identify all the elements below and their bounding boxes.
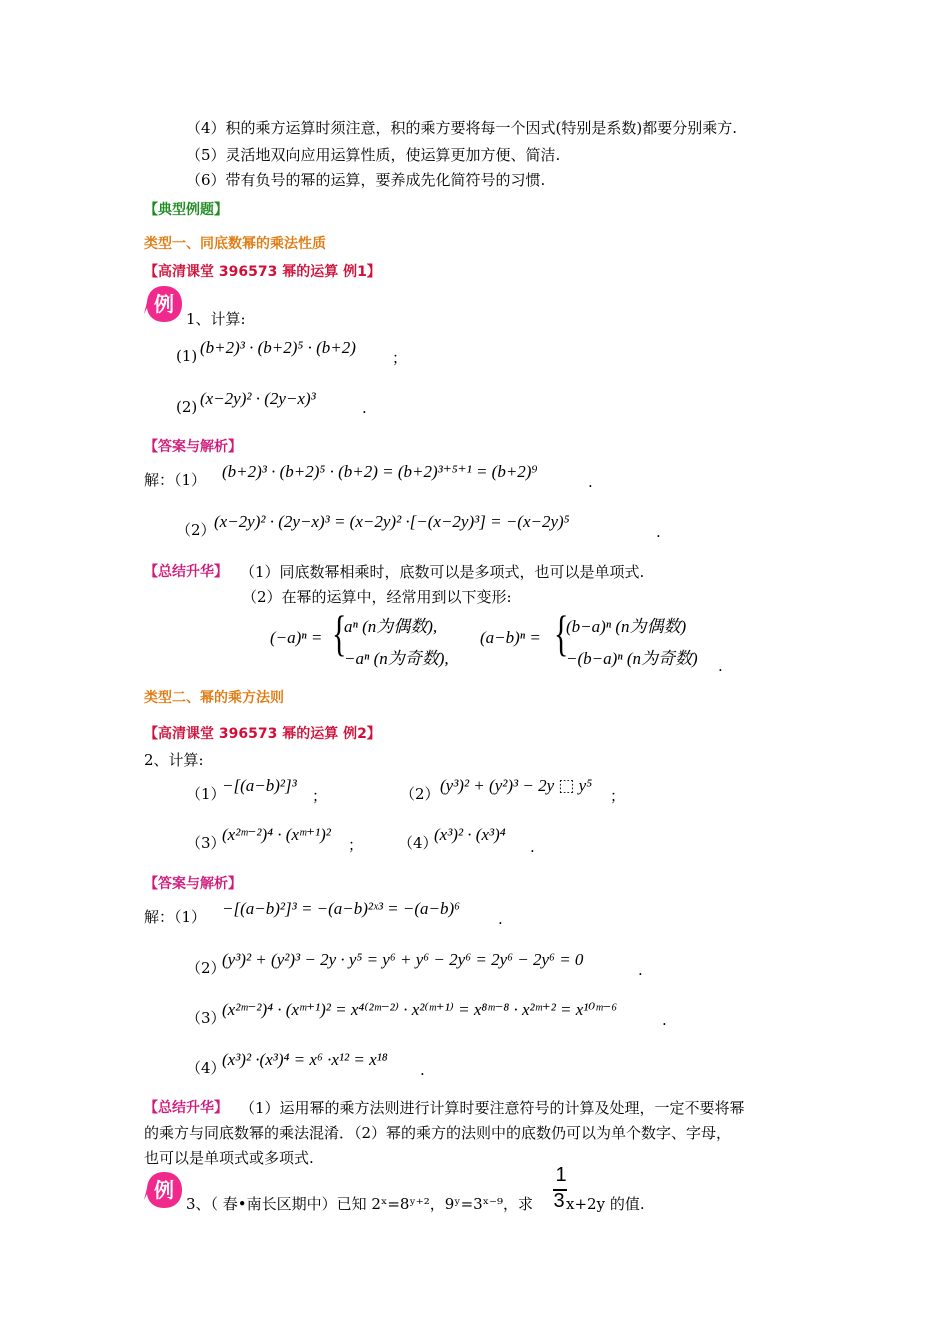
a1-prefix: 解：（1）	[144, 471, 207, 489]
a2-label4: （4）	[186, 1059, 226, 1077]
q1-part1-label: (1)	[176, 347, 198, 365]
summary2-line1: （1）运用幂的乘方法则进行计算时要注意符号的计算及处理，一定不要将幂	[240, 1099, 745, 1117]
q2-item3-label: （3）	[186, 834, 226, 852]
q1-part1-end: ；	[392, 349, 408, 367]
summary-heading-1: 【总结升华】	[144, 564, 228, 580]
q2-item2-end: ；	[610, 787, 626, 805]
a2-line2-end: .	[638, 961, 643, 979]
a1-label2: （2）	[176, 521, 216, 539]
example-badge-icon	[144, 284, 184, 324]
a2-line4: (x³)² ·(x³)⁴ = x⁶ ·x¹² = x¹⁸	[222, 1050, 388, 1069]
a2-line3: (x²ᵐ⁻²)⁴ · (xᵐ⁺¹)² = x⁴⁽²ᵐ⁻²⁾ · x²⁽ᵐ⁺¹⁾ = x⁸ᵐ⁻⁸ · x²ᵐ⁺² = x¹⁰ᵐ⁻⁶	[222, 1000, 618, 1019]
formula-b-lhs: (a−b)ⁿ =	[480, 628, 541, 647]
summary1-text2: （2）在幂的运算中，经常用到以下变形:	[242, 588, 512, 606]
q2-item3-end: ；	[348, 836, 364, 854]
q2-item2-expression: (y³)² + (y²)³ − 2y ⬚ y⁵	[440, 776, 593, 795]
formula-b-brace-icon: {	[554, 605, 569, 661]
q2-item4-label: （4）	[398, 834, 438, 852]
q1-part2-label: (2)	[176, 398, 198, 416]
a2-prefix: 解：（1）	[144, 908, 207, 926]
type1-heading: 类型一、同底数幂的乘法性质	[144, 236, 326, 252]
formula-a-case1: aⁿ (n为偶数),	[344, 617, 438, 636]
a2-line2: (y³)² + (y²)³ − 2y · y⁵ = y⁶ + y⁶ − 2y⁶ = 2y⁶ − 2y⁶ = 0	[222, 950, 584, 969]
q1-part2-end: .	[362, 399, 367, 417]
a2-label2: （2）	[186, 959, 226, 977]
note-5: （5）灵活地双向应用运算性质，使运算更加方便、简洁.	[186, 146, 561, 164]
a2-line1: −[(a−b)²]³ = −(a−b)²ˣ³ = −(a−b)⁶	[222, 899, 461, 918]
svg-text:例: 例	[154, 1178, 174, 1202]
q2-label: 2、计算:	[144, 751, 204, 769]
formula-end: .	[718, 657, 723, 675]
summary2-line2: 的乘方与同底数幂的乘法混淆．（2）幂的乘方的法则中的底数仍可以为单个数字、字母，	[144, 1124, 732, 1142]
example-badge-icon	[144, 1170, 184, 1210]
q2-item4-end: .	[530, 838, 535, 856]
q2-item1-expression: −[(a−b)²]³	[222, 776, 297, 795]
q2-item4-expression: (x³)² · (x³)⁴	[434, 825, 506, 844]
summary-heading-2: 【总结升华】	[144, 1100, 228, 1116]
a2-line1-end: .	[498, 910, 503, 928]
class1-reference: 【高清课堂 396573 幂的运算 例1】	[144, 264, 381, 280]
formula-b-case1: (b−a)ⁿ (n为偶数)	[566, 617, 687, 636]
summary1-text1: （1）同底数幂相乘时，底数可以是多项式，也可以是单项式.	[240, 563, 645, 581]
type2-heading: 类型二、幂的乘方法则	[144, 690, 284, 706]
formula-b-case2: −(b−a)ⁿ (n为奇数)	[566, 649, 698, 668]
answer-heading-1: 【答案与解析】	[144, 439, 242, 455]
typical-examples-heading: 【典型例题】	[144, 202, 228, 218]
q1-part2-expression: (x−2y)² · (2y−x)³	[200, 389, 316, 408]
formula-a-lhs: (−a)ⁿ =	[270, 628, 323, 647]
note-4: （4）积的乘方运算时须注意，积的乘方要将每一个因式(特别是系数)都要分别乘方.	[186, 119, 738, 137]
note-6: （6）带有负号的幂的运算，要养成先化简符号的习惯.	[186, 171, 546, 189]
a1-line2: (x−2y)² · (2y−x)³ = (x−2y)² ·[−(x−2y)³] = −(x−2y)⁵	[214, 512, 570, 531]
a2-line4-end: .	[420, 1061, 425, 1079]
q3-tail: x+2y 的值.	[566, 1195, 645, 1213]
summary2-line3: 也可以是单项式或多项式.	[144, 1149, 314, 1167]
q3-text: 3、（ 春•南长区期中）已知 2ˣ=8ʸ⁺²，9ʸ=3ˣ⁻⁹，求	[186, 1195, 534, 1213]
q2-item3-expression: (x²ᵐ⁻²)⁴ · (xᵐ⁺¹)²	[222, 825, 331, 844]
q2-item1-end: ；	[312, 787, 328, 805]
svg-text:例: 例	[154, 292, 174, 316]
a2-label3: （3）	[186, 1009, 226, 1027]
formula-a-case2: −aⁿ (n为奇数),	[344, 649, 449, 668]
q3-fraction-denominator: 3	[553, 1190, 565, 1212]
q1-label: 1、计算:	[186, 310, 246, 328]
q2-item1-label: （1）	[186, 785, 226, 803]
q3-fraction-numerator: 1	[555, 1164, 567, 1186]
q1-part1-expression: (b+2)³ · (b+2)⁵ · (b+2)	[200, 338, 356, 357]
a1-line2-end: .	[656, 523, 661, 541]
a1-line1: (b+2)³ · (b+2)⁵ · (b+2) = (b+2)³⁺⁵⁺¹ = (b+2)⁹	[222, 462, 538, 481]
q2-item2-label: （2）	[400, 785, 440, 803]
answer-heading-2: 【答案与解析】	[144, 876, 242, 892]
a2-line3-end: .	[662, 1011, 667, 1029]
a1-line1-end: .	[588, 473, 593, 491]
class2-reference: 【高清课堂 396573 幂的运算 例2】	[144, 726, 381, 742]
formula-a-brace-icon: {	[332, 605, 347, 661]
